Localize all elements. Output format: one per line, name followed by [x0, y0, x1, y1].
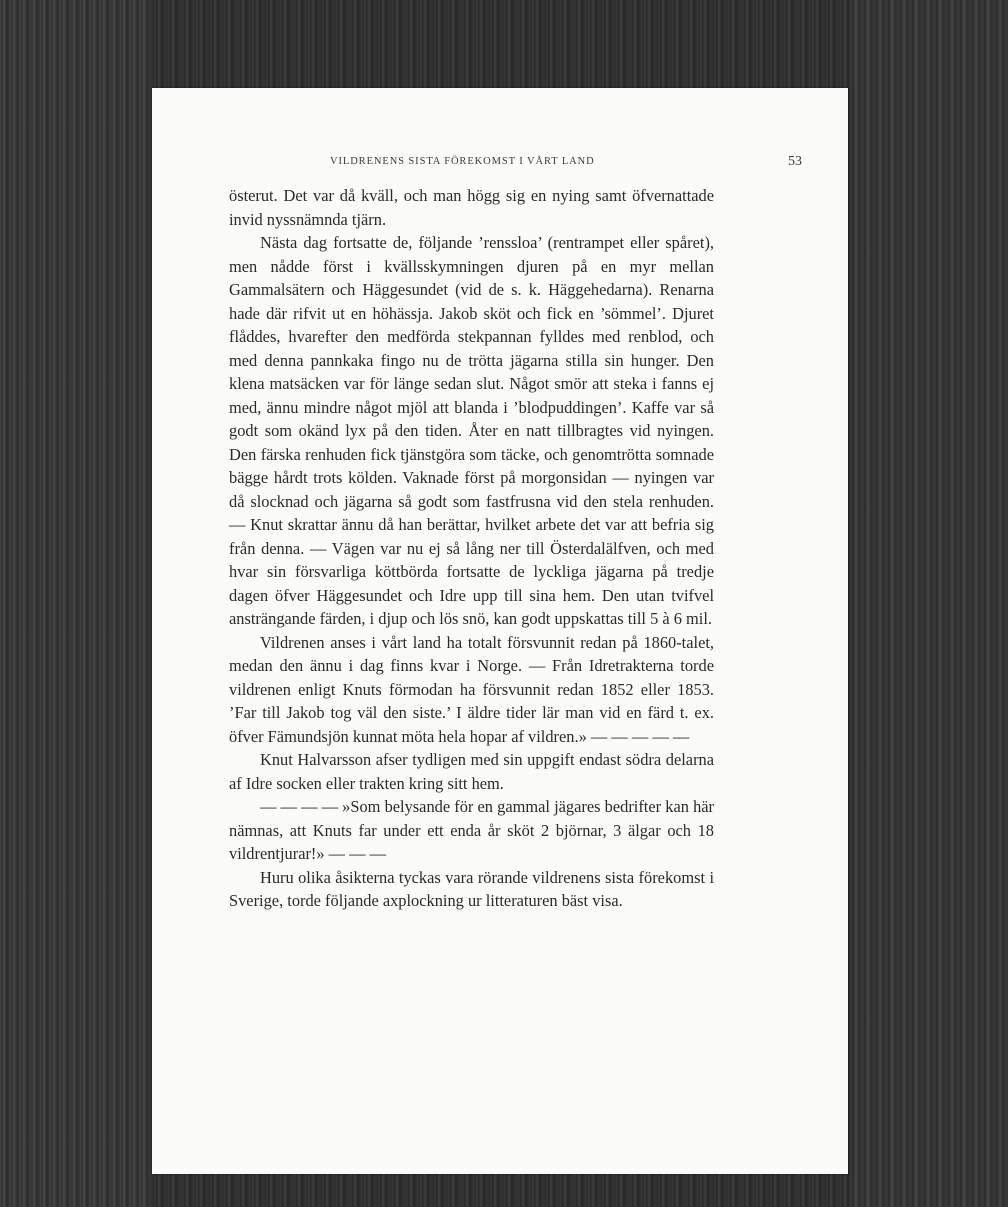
scanner-left-edge — [0, 0, 150, 1207]
running-head — [230, 154, 802, 174]
paragraph-continuation: österut. Det var då kväll, och man högg sig en nying samt öfvernattade invid nyssnämnda tjärn. — [229, 186, 714, 229]
running-title: VILDRENENS SISTA FÖREKOMST I VÅRT LAND — [330, 156, 595, 167]
paragraph-disappearance: Vildrenen anses i vårt land ha totalt försvunnit redan på 1860-talet, medan den ännu i dag finns kvar i Norge. — Från Idretrakterna torde vildrenen enligt Knuts förmodan ha försvunnit redan 1852 eller 1853. ’Far till Jakob tog väl den siste.’ I äldre tider lär man vid en färd t. ex. öfver Fämundsjön kunnat möta hela hopar af vildren.» — — — — — — [229, 632, 714, 746]
body-text — [229, 184, 714, 913]
paragraph-hunt-account: Nästa dag fortsatte de, följande ’renssloa’ (rentrampet eller spåret), men nådde först i kvällsskymningen djuren på en myr mellan Gammalsätern och Häggesundet (vid de s. k. Häggehedarna). Renarna hade där rifvit ut en höhässja. Jakob sköt och fick en ’sömmel’. Djuret flåddes, hvarefter den medförda stekpannan fylldes med renblod, och med denna pannkaka fingo nu de trötta jägarna stilla sin hunger. Den klena matsäcken var för länge sedan slut. Något smör att steka i fanns ej med, ännu mindre något mjöl att blanda i ’blodpuddingen’. Kaffe var så godt som okänd lyx på den tiden. Åter en natt tillbragtes vid nyingen. Den färska renhuden fick tjänstgöra som täcke, och genomtrötta somnade bägge hårdt trots kölden. Vaknade först på morgonsidan — nyingen var då slocknad och jägarna så godt som fastfrusna vid den stela renhuden. — Knut skrattar ännu då han berättar, hvilket arbete det var att befria sig från denna. — Vägen var nu ej så lång ner till Österdalälfven, och med hvar sin försvarliga köttbörda fortsatte de lyckliga jägarna på tredje dagen öfver Häggesundet och Idre upp till sina hem. Den utan tvifvel ansträngande färden, i djup och lös snö, kan godt uppskattas till 5 à 6 mil. — [229, 233, 714, 628]
paragraph-knut-note: Knut Halvarsson afser tydligen med sin uppgift endast södra delarna af Idre socken eller trakten kring sitt hem. — [229, 750, 714, 793]
book-page — [152, 88, 848, 1174]
paragraph-hunter-feats: — — — — »Som belysande för en gammal jägares bedrifter kan här nämnas, att Knuts far under ett enda år sköt 2 björnar, 3 älgar och 18 vildrentjurar!» — — — — [229, 797, 714, 863]
scanner-right-edge — [850, 0, 1008, 1207]
page-number: 53 — [788, 154, 802, 169]
paragraph-literature: Huru olika åsikterna tyckas vara rörande vildrenens sista förekomst i Sverige, torde följande axplockning ur litteraturen bäst visa. — [229, 867, 714, 910]
